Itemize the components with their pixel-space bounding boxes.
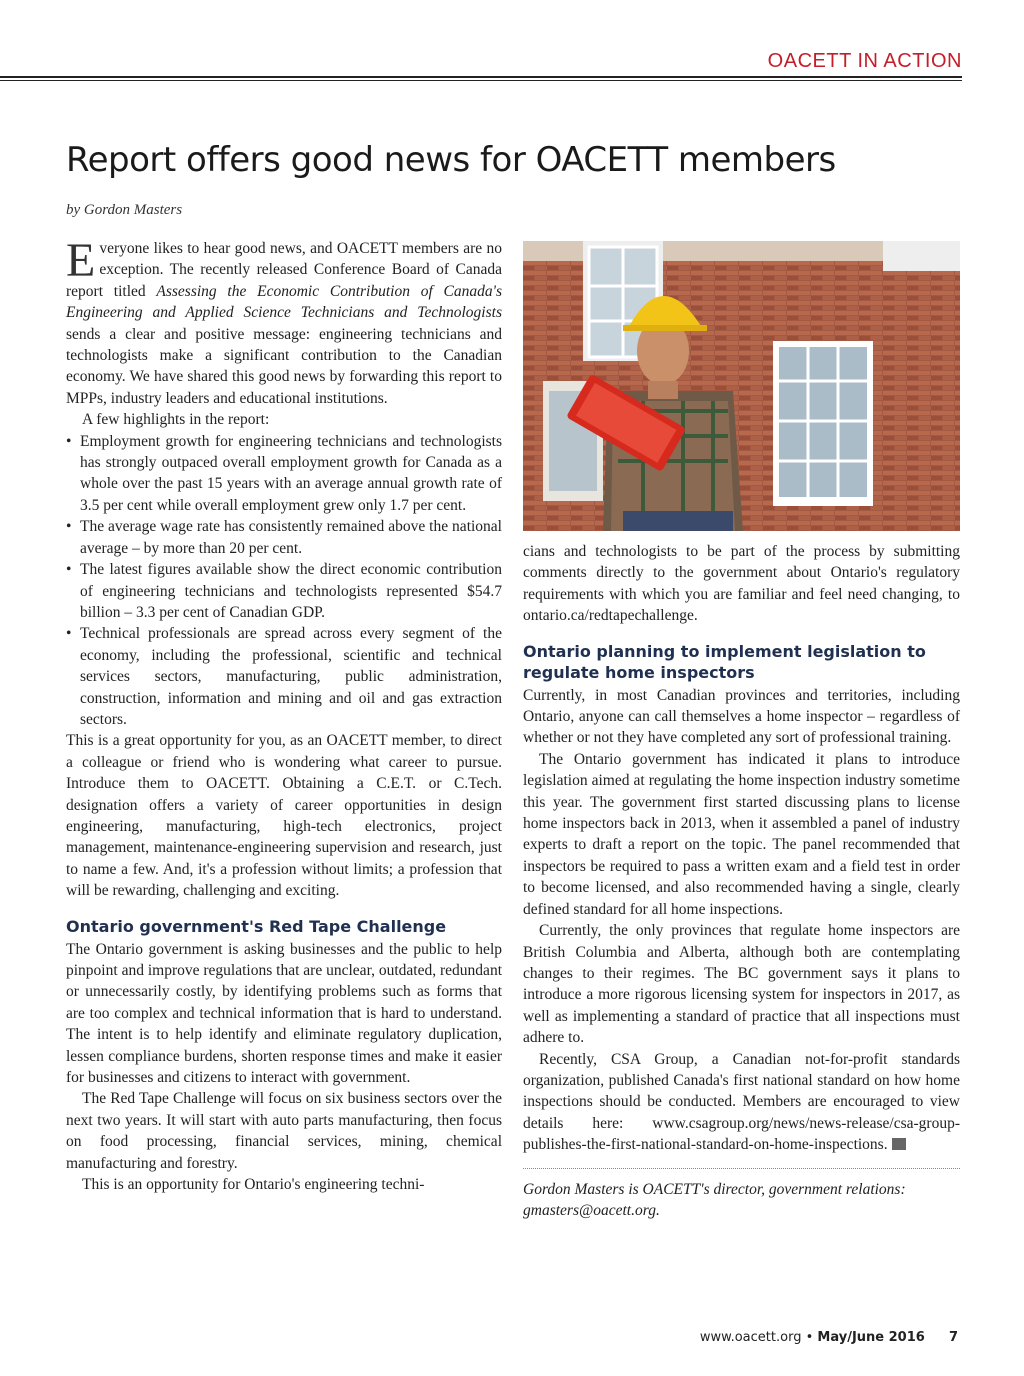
footer-issue: May/June 2016 <box>817 1330 925 1345</box>
right-column <box>523 541 960 1221</box>
red-tape-paragraph-2: The Red Tape Challenge will focus on six business sectors over the next two years. It will start with auto parts manufacturing, then focus on food processing, financial services, mining, chemical manufacturing and forestry. <box>66 1090 502 1172</box>
red-tape-paragraph-3b: cians and technologists to be part of the process by submitting comments directly to the government about Ontario's regulatory requirements with which you are familiar and feel need changing, to ontario.ca/redtapechallenge. <box>523 543 960 625</box>
section-heading-home-inspectors: Ontario planning to implement legislation to regulate home inspectors <box>523 641 926 682</box>
header-rule-thin <box>0 80 962 81</box>
article-title: Report offers good news for OACETT members <box>66 140 836 180</box>
footer-site: www.oacett.org <box>699 1330 802 1345</box>
highlights-list <box>66 431 502 731</box>
red-tape-paragraph-1: The Ontario government is asking businesses and the public to help pinpoint and improve regulations that are unclear, outdated, redundant or unnecessarily costly, by identifying problems such as forms that are too complex and technical information that is hard to understand. The intent is to help identify and eliminate regulatory duplication, lessen compliance burdens, shorten response times and make it easier for businesses and citizens to interact with government. <box>66 940 502 1087</box>
section-heading-red-tape: Ontario government's Red Tape Challenge <box>66 916 447 936</box>
drop-cap: E <box>66 234 96 287</box>
home-inspectors-paragraph-3: Currently, the only provinces that regulate home inspectors are British Columbia and Alberta, although both are contemplating changes to their regimes. The BC government says it plans to introduce a more rigorous licensing system for inspectors in 2017, as well as implementing a standard of practice that all inspections must adhere to. <box>523 922 960 1047</box>
section-label: OACETT IN ACTION <box>767 50 962 72</box>
page-number: 7 <box>948 1330 958 1345</box>
divider <box>523 1168 960 1169</box>
red-tape-paragraph-3a: This is an opportunity for Ontario's engineering techni- <box>82 1176 425 1194</box>
opportunity-paragraph: This is a great opportunity for you, as an OACETT member, to direct a colleague or friend who is wondering what career to pursue. Introduce them to OACETT. Obtaining a C.E.T. or C.Tech. designation offers a variety of career opportunities in design engineering, manufacturing, high-tech electronics, project management, maintenance-engineering supervision and research, just to name a few. And, it's a profession without limits; a profession that will be rewarding, challenging and exciting. <box>66 732 502 900</box>
home-inspectors-paragraph-1: Currently, in most Canadian provinces and territories, including Ontario, anyone can call themselves a home inspector – regardless of whether or not they have completed any sort of professional training. <box>523 686 960 747</box>
home-inspectors-paragraph-2: The Ontario government has indicated it plans to introduce legislation aimed at regulating the home inspection industry sometime this year. The government first started discussing plans to license home inspectors back in 2013, when it assembled a panel of industry experts to draft a report on the topic. The panel recommended that inspectors be required to pass a written exam and a field test in order to become licensed, and also recommended having a single, clearly defined standard for all home inspections. <box>523 750 960 918</box>
intro-paragraph: Everyone likes to hear good news, and OACETT members are no exception. The recently released Conference Board of Canada report titled Assessing the Economic Contribution of Canada's Engineering and Applied Science Technicians and Technologists sends a clear and positive message: engineering technicians and technologists make a significant contribution to the Canadian economy. We have shared this good news by forwarding this report to MPPs, industry leaders and educational institutions. <box>66 234 502 407</box>
end-mark-icon <box>892 1138 906 1150</box>
list-item: • The average wage rate has consistently remained above the national average – by more than 20 per cent. <box>80 516 502 559</box>
left-column <box>66 234 502 1195</box>
home-inspectors-paragraph-4: Recently, CSA Group, a Canadian not-for-profit standards organization, published Canada's first national standard on how home inspections should be conducted. Members are encouraged to view details here: www.csagroup.org/news/news-release/csa-group-publishes-the-first-national-standard-on-home-inspections. <box>523 1050 960 1154</box>
highlights-lead: A few highlights in the report: <box>82 411 270 429</box>
inspector-photo <box>523 241 960 531</box>
author-bio: Gordon Masters is OACETT's director, government relations: gmasters@oacett.org. <box>523 1180 906 1219</box>
byline: by Gordon Masters <box>66 202 183 218</box>
page-footer <box>700 1330 958 1345</box>
list-item: • Technical professionals are spread across every segment of the economy, including the professional, scientific and technical services sectors, manufacturing, public administration, construction, information and mining and oil and gas extraction sectors. <box>80 623 502 730</box>
list-item: • The latest figures available show the direct economic contribution of engineering technicians and technologists represented $54.7 billion – 3.3 per cent of Canadian GDP. <box>80 559 502 623</box>
footer-bullet: • <box>805 1330 818 1345</box>
header-rule <box>0 76 962 78</box>
list-item: • Employment growth for engineering technicians and technologists has strongly outpaced overall employment growth for Canada as a whole over the past 15 years with an average annual growth rate of 3.5 per cent while overall employment grew only 1.7 per cent. <box>80 431 502 517</box>
report-title: Assessing the Economic Contribution of Canada's Engineering and Applied Science Technicians and Technologists <box>66 282 502 322</box>
